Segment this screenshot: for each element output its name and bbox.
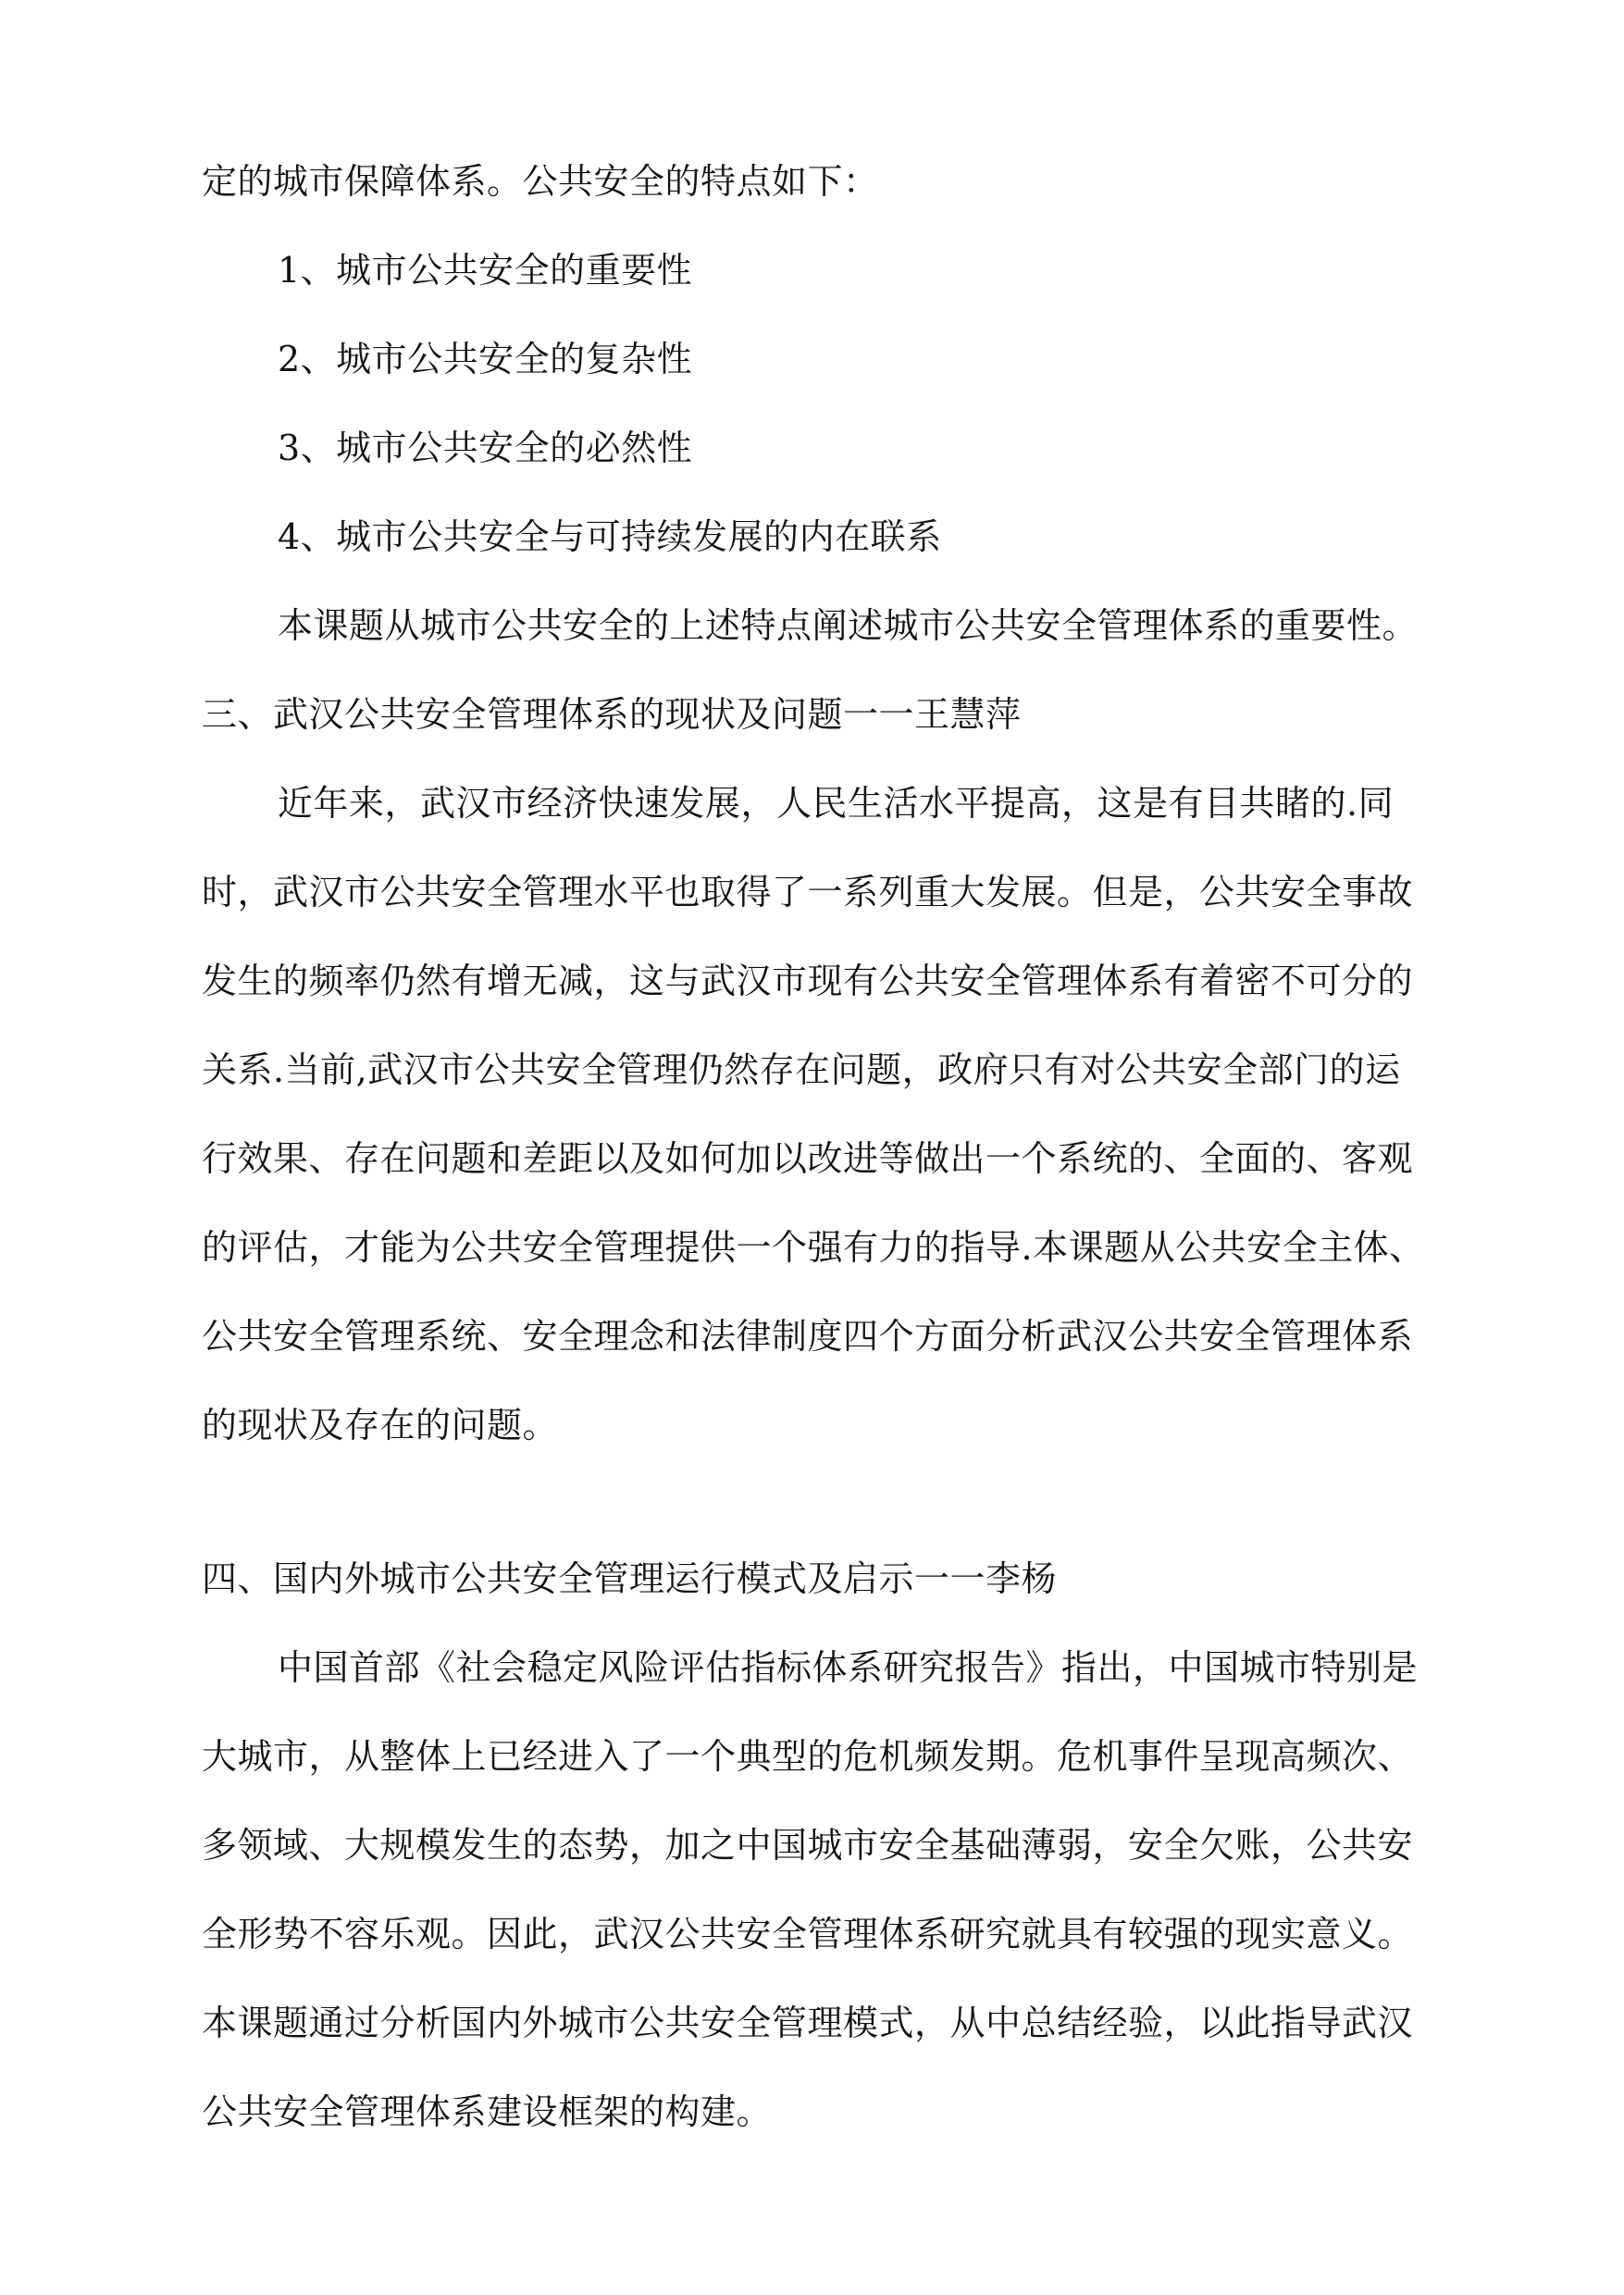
section-heading-4: 四、国内外城市公共安全管理运行模式及启示一一李杨 (202, 1558, 1058, 1599)
paragraph-line: 本课题通过分析国内外城市公共安全管理模式，从中总结经验，以此指导武汉 (202, 2003, 1414, 2043)
paragraph-line: 全形势不容乐观。因此，武汉公共安全管理体系研究就具有较强的现实意义。 (202, 1914, 1414, 1954)
list-item-3: 3、城市公共安全的必然性 (278, 428, 693, 468)
paragraph-line: 的现状及存在的问题。 (202, 1405, 559, 1445)
paragraph-line: 的评估，才能为公共安全管理提供一个强有力的指导.本课题从公共安全主体、 (202, 1227, 1425, 1268)
paragraph-line: 关系.当前,武汉市公共安全管理仍然存在问题，政府只有对公共安全部门的运 (202, 1049, 1401, 1090)
section-heading-3: 三、武汉公共安全管理体系的现状及问题一一王慧萍 (202, 694, 1022, 735)
paragraph-line: 多领域、大规模发生的态势，加之中国城市安全基础薄弱，安全欠账，公共安 (202, 1825, 1414, 1866)
list-item-1: 1、城市公共安全的重要性 (278, 250, 693, 291)
paragraph-line: 公共安全管理体系建设框架的构建。 (202, 2091, 773, 2132)
paragraph-line: 大城市，从整体上已经进入了一个典型的危机频发期。危机事件呈现高频次、 (202, 1736, 1414, 1777)
paragraph-line: 中国首部《社会稳定风险评估指标体系研究报告》指出，中国城市特别是 (278, 1647, 1419, 1688)
paragraph-summary: 本课题从城市公共安全的上述特点阐述城市公共安全管理体系的重要性。 (278, 605, 1419, 646)
paragraph-line: 行效果、存在问题和差距以及如何加以改进等做出一个系统的、全面的、客观 (202, 1138, 1414, 1179)
paragraph-line: 近年来，武汉市经济快速发展，人民生活水平提高，这是有目共睹的.同 (278, 783, 1395, 824)
text-line-continuation: 定的城市保障体系。公共安全的特点如下： (202, 161, 879, 202)
paragraph-line: 发生的频率仍然有增无减，这与武汉市现有公共安全管理体系有着密不可分的 (202, 961, 1414, 1001)
list-item-4: 4、城市公共安全与可持续发展的内在联系 (278, 516, 942, 557)
paragraph-line: 时，武汉市公共安全管理水平也取得了一系列重大发展。但是，公共安全事故 (202, 872, 1414, 912)
list-item-2: 2、城市公共安全的复杂性 (278, 339, 693, 379)
paragraph-line: 公共安全管理系统、安全理念和法律制度四个方面分析武汉公共安全管理体系 (202, 1316, 1414, 1357)
